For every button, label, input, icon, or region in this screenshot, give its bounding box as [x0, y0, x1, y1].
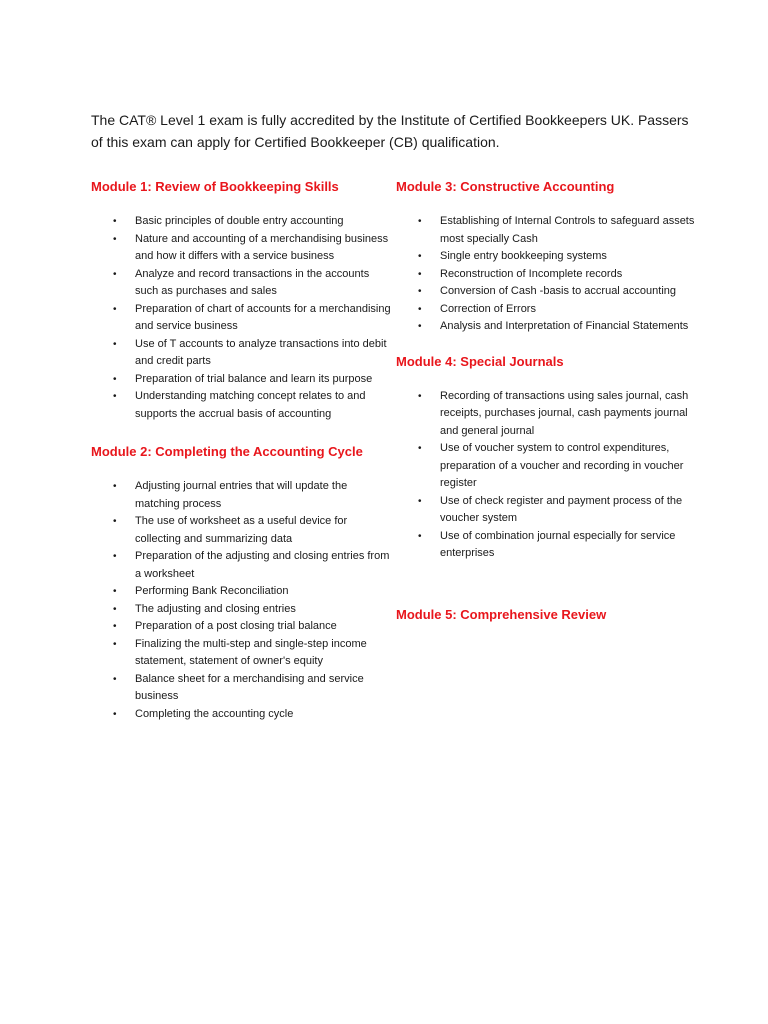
list-item-text: Basic principles of double entry accounting	[135, 215, 344, 227]
module-5	[396, 605, 696, 625]
list-item-text: The adjusting and closing entries	[135, 602, 296, 615]
list-item	[396, 283, 696, 301]
list-item	[91, 266, 391, 301]
bullet-icon: •	[113, 233, 117, 245]
list-item	[396, 528, 696, 563]
list-item-text: Use of voucher system to control expenditures, preparation of a voucher and recording in voucher register	[440, 442, 684, 489]
list-item	[91, 548, 391, 583]
bullet-icon: •	[418, 530, 422, 542]
list-item-text: Completing the accounting cycle	[135, 707, 294, 720]
list-item-text: Use of check register and payment process of the voucher system	[440, 494, 683, 524]
list-item-text: Understanding matching concept relates to and supports the accrual basis of accounting	[135, 390, 366, 420]
list-item	[91, 388, 391, 423]
list-item	[396, 248, 696, 266]
bullet-icon: •	[113, 621, 117, 632]
list-item-text: Establishing of Internal Controls to safeguard assets most specially Cash	[440, 215, 695, 245]
module-3	[396, 177, 696, 336]
bullet-icon: •	[113, 673, 117, 685]
bullet-icon: •	[113, 586, 117, 597]
bullet-icon: •	[113, 268, 117, 280]
list-item	[396, 318, 696, 336]
bullet-icon: •	[418, 251, 422, 262]
list-item	[396, 440, 696, 493]
list-item-text: Reconstruction of Incomplete records	[440, 267, 623, 280]
list-item	[91, 301, 391, 336]
module-3-list	[396, 213, 696, 336]
list-item-text: Preparation of the adjusting and closing entries from a worksheet	[135, 550, 390, 580]
list-item-text: Correction of Errors	[440, 302, 536, 315]
list-item	[91, 513, 391, 548]
module-4	[396, 352, 696, 563]
list-item-text: Recording of transactions using sales journal, cash receipts, purchases journal, cash payments journal and general journal	[440, 389, 689, 437]
module-1	[91, 177, 391, 423]
bullet-icon: •	[418, 495, 422, 507]
list-item-text: Use of combination journal especially for service enterprises	[440, 529, 676, 559]
bullet-icon: •	[418, 216, 422, 227]
bullet-icon: •	[113, 551, 117, 562]
module-1-list	[91, 213, 391, 423]
list-item	[91, 601, 391, 619]
bullet-icon: •	[113, 216, 117, 227]
module-4-list	[396, 388, 696, 563]
bullet-icon: •	[113, 603, 117, 615]
list-item-text: The use of worksheet as a useful device for collecting and summarizing data	[135, 515, 348, 545]
list-item	[91, 478, 391, 513]
module-2-list	[91, 478, 391, 723]
bullet-icon: •	[113, 638, 117, 650]
list-item-text: Nature and accounting of a merchandising business and how it differs with a service business	[135, 232, 389, 262]
list-item	[91, 706, 391, 724]
bullet-icon: •	[418, 303, 422, 315]
module-5-title: Module 5: Comprehensive Review	[396, 606, 607, 622]
bullet-icon: •	[113, 708, 117, 720]
list-item	[91, 583, 391, 601]
bullet-icon: •	[113, 481, 117, 492]
bullet-icon: •	[113, 391, 117, 402]
module-4-title: Module 4: Special Journals	[396, 353, 564, 369]
list-item-text: Adjusting journal entries that will update the matching process	[135, 480, 348, 510]
list-item-text: Single entry bookkeeping systems	[440, 250, 607, 262]
list-item-text: Preparation of chart of accounts for a merchandising and service business	[135, 302, 391, 332]
list-item-text: Analysis and Interpretation of Financial Statements	[440, 320, 689, 332]
list-item-text: Balance sheet for a merchandising and service business	[135, 672, 364, 702]
list-item	[91, 336, 391, 371]
list-item	[396, 388, 696, 441]
list-item-text: Preparation of trial balance and learn its purpose	[135, 372, 373, 385]
list-item	[396, 301, 696, 319]
list-item	[396, 266, 696, 284]
bullet-icon: •	[418, 268, 422, 280]
list-item-text: Use of T accounts to analyze transactions into debit and credit parts	[135, 337, 387, 367]
bullet-icon: •	[113, 516, 117, 527]
bullet-icon: •	[113, 338, 117, 350]
module-2	[91, 442, 391, 723]
list-item	[91, 231, 391, 266]
list-item	[91, 636, 391, 671]
list-item	[91, 618, 391, 636]
module-3-title: Module 3: Constructive Accounting	[396, 179, 615, 194]
list-item	[91, 671, 391, 706]
intro-paragraph: The CAT® Level 1 exam is fully accredited by the Institute of Certified Bookkeepers UK. Passers of this exam can apply for Certified Bookkeeper (CB) qualification.	[91, 112, 689, 150]
bullet-icon: •	[418, 321, 422, 332]
list-item-text: Analyze and record transactions in the accounts such as purchases and sales	[135, 267, 370, 297]
list-item	[396, 213, 696, 248]
list-item-text: Performing Bank Reconciliation	[135, 585, 289, 597]
bullet-icon: •	[418, 286, 422, 297]
list-item-text: Conversion of Cash -basis to accrual accounting	[440, 285, 677, 297]
module-2-title: Module 2: Completing the Accounting Cycle	[91, 444, 363, 459]
bullet-icon: •	[113, 373, 117, 385]
bullet-icon: •	[113, 303, 117, 315]
right-column	[396, 177, 696, 625]
module-1-title: Module 1: Review of Bookkeeping Skills	[91, 179, 339, 194]
list-item	[396, 493, 696, 528]
list-item	[91, 213, 391, 231]
list-item-text: Preparation of a post closing trial balance	[135, 620, 337, 632]
left-column	[91, 177, 391, 723]
list-item	[91, 371, 391, 389]
bullet-icon: •	[418, 390, 422, 402]
list-item-text: Finalizing the multi-step and single-step income statement, statement of owner's equity	[135, 637, 367, 667]
bullet-icon: •	[418, 443, 422, 454]
